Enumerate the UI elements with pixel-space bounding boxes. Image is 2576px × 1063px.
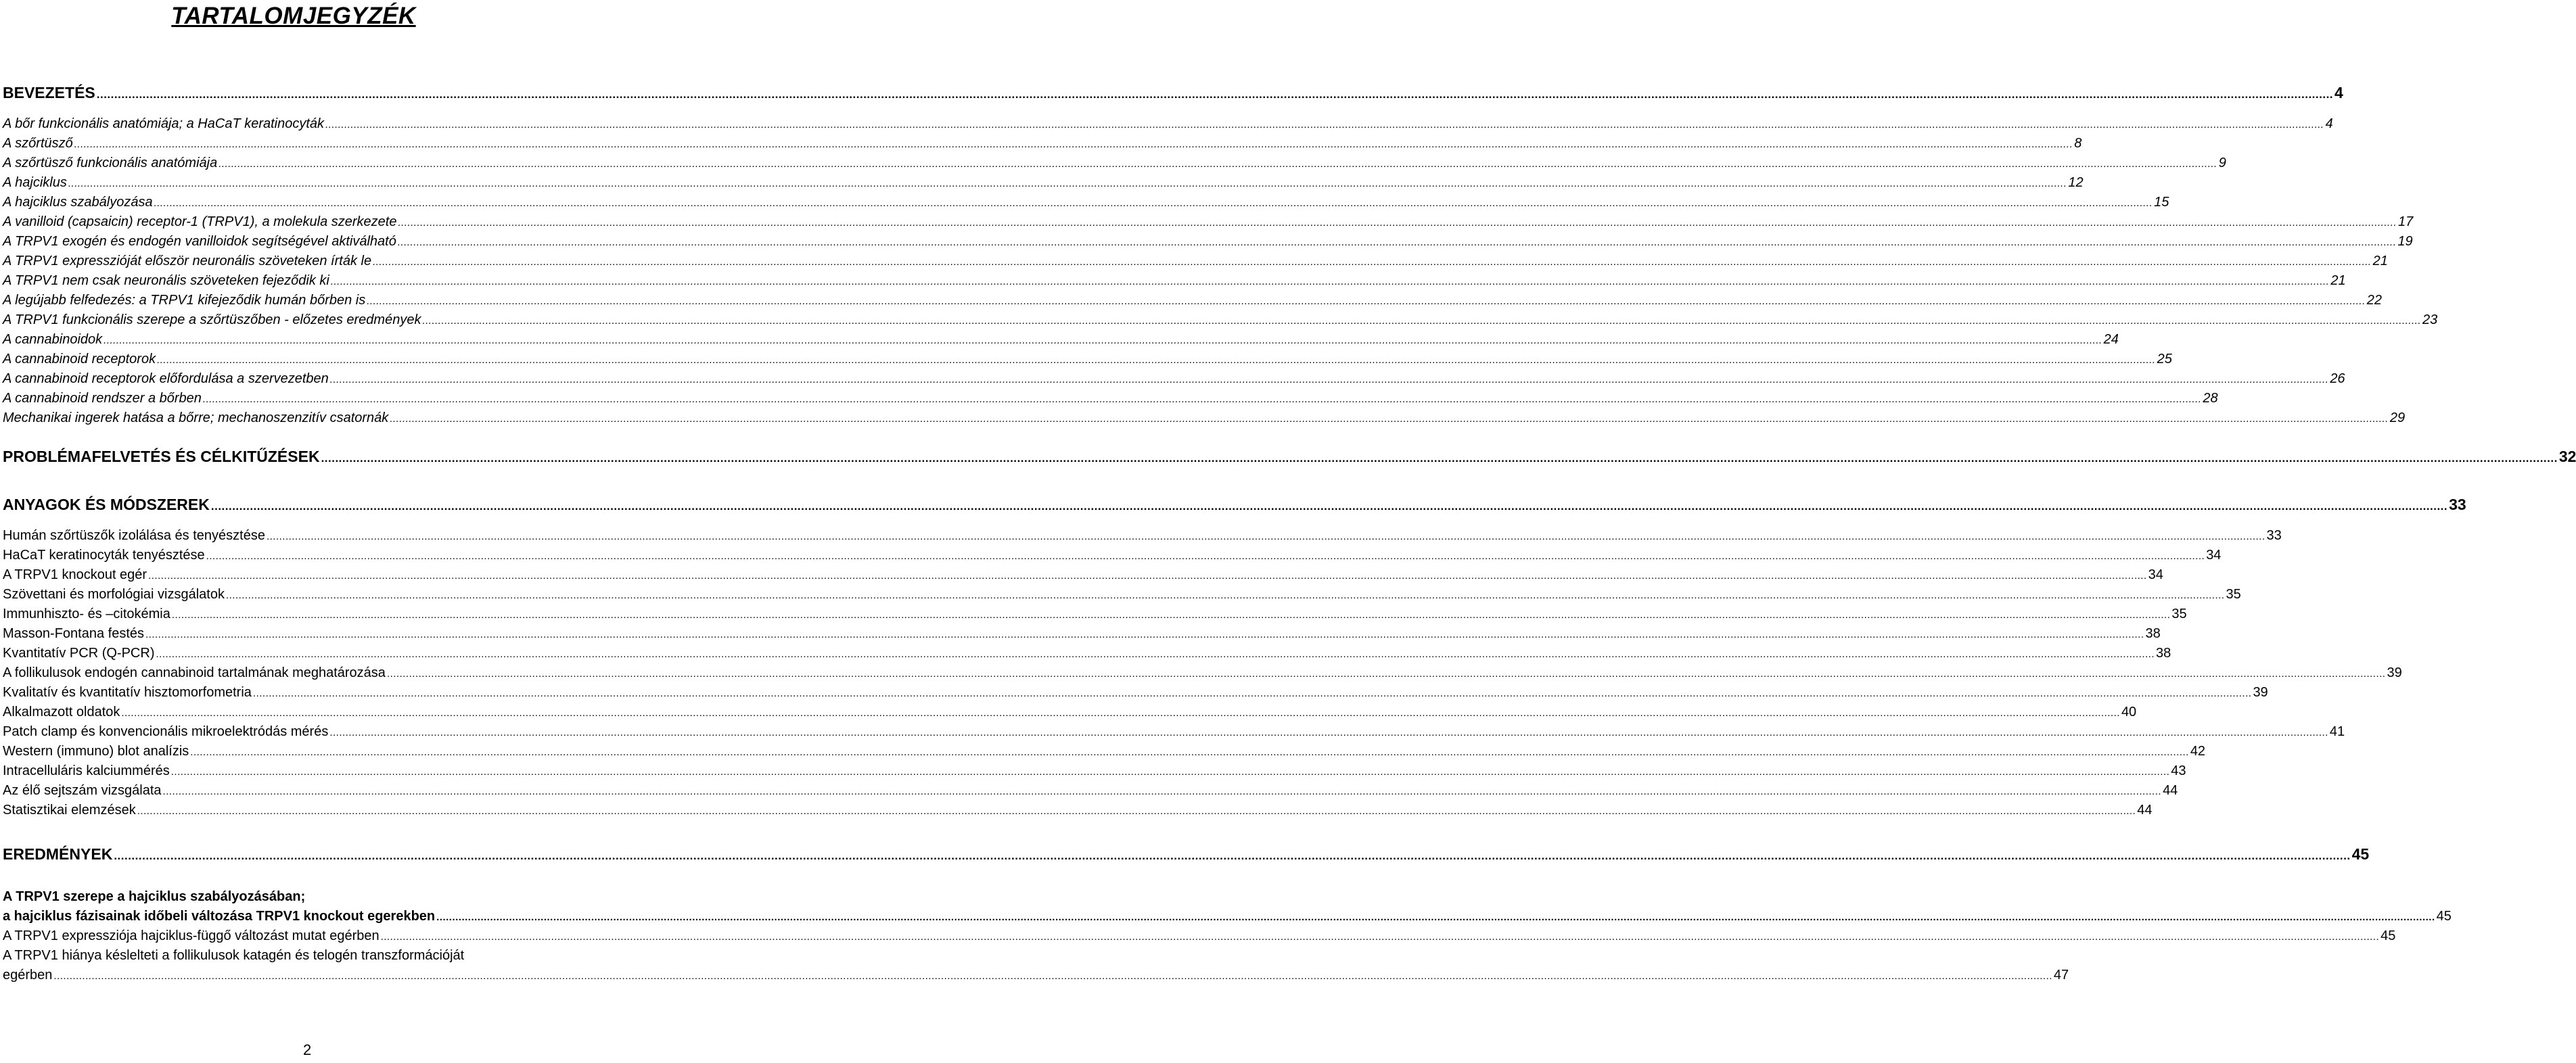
toc-leader-dots <box>329 727 2328 738</box>
toc-entry[interactable] <box>3 968 2069 983</box>
toc-entry-label: A TRPV1 exogén és endogén vanilloidok segítségével aktiválható <box>3 234 396 249</box>
toc-entry-label: a hajciklus fázisainak időbeli változása TRPV1 knockout egerekben <box>3 909 436 924</box>
toc-entry[interactable] <box>3 548 2222 563</box>
toc-entry-page: 21 <box>2330 273 2346 288</box>
toc-leader-dots <box>114 849 2350 863</box>
toc-leader-dots <box>267 531 2266 542</box>
toc-entry-page: 33 <box>2449 496 2466 513</box>
toc-entry-label: A TRPV1 expresszióját először neuronális szöveteken írták le <box>3 254 372 268</box>
toc-leader-dots <box>367 296 2366 307</box>
toc-entry-page: 29 <box>2389 410 2406 425</box>
toc-entry-label: A legújabb felfedezés: a TRPV1 kifejeződik humán bőrben is <box>3 293 366 308</box>
toc-entry[interactable] <box>3 293 2383 308</box>
toc-entry-page: 19 <box>2397 234 2413 249</box>
toc-entry-label: A szőrtüsző funkcionális anatómiája <box>3 156 218 170</box>
toc-entry-label: Kvantitatív PCR (Q-PCR) <box>3 646 155 661</box>
toc-entry-label: A TRPV1 nem csak neuronális szöveteken fejeződik ki <box>3 273 329 288</box>
toc-leader-dots <box>321 452 2558 465</box>
toc-entry[interactable] <box>3 352 2172 367</box>
toc-entry-label: Szövettani és morfológiai vizsgálatok <box>3 587 225 602</box>
toc-leader-dots <box>325 119 2324 131</box>
toc-entry-page: 22 <box>2366 293 2383 308</box>
toc-leader-dots <box>97 88 2333 101</box>
page-number: 2 <box>303 1041 312 1058</box>
toc-entry[interactable] <box>3 665 2402 681</box>
toc-entry[interactable] <box>3 845 2370 864</box>
toc-entry[interactable] <box>3 175 2084 191</box>
page-title: TARTALOMJEGYZÉK <box>171 3 416 29</box>
toc-entry-page: 4 <box>2325 116 2333 131</box>
toc-entry-label: A follikulusok endogén cannabinoid tartalmának meghatározása <box>3 665 386 680</box>
toc-leader-dots <box>330 374 2329 385</box>
toc-entry-label: Statisztikai elemzések <box>3 803 136 818</box>
toc-entry-label: BEVEZETÉS <box>3 84 95 101</box>
toc-entry[interactable] <box>3 84 2343 102</box>
toc-leader-dots <box>190 747 2189 758</box>
toc-entry-label: A cannabinoid receptorok <box>3 352 156 367</box>
toc-entry-page: 43 <box>2171 763 2186 778</box>
toc-entry-page: 44 <box>2137 803 2153 818</box>
toc-leader-dots <box>390 413 2389 425</box>
toc-leader-dots <box>226 590 2225 601</box>
toc-entry[interactable] <box>3 763 2186 779</box>
toc-entry[interactable] <box>3 116 2333 132</box>
toc-entry-page: 47 <box>2053 968 2069 983</box>
toc-leader-dots <box>398 237 2397 248</box>
toc-entry[interactable] <box>3 273 2346 289</box>
toc-entry[interactable] <box>3 391 2218 406</box>
toc-entry[interactable] <box>3 724 2345 740</box>
toc-entry-page: 9 <box>2218 156 2226 170</box>
toc-entry-page: 45 <box>2351 845 2370 863</box>
toc-entry-label: A cannabinoid receptorok előfordulása a szervezetben <box>3 371 329 386</box>
toc-entry[interactable] <box>3 214 2414 230</box>
toc-entry-label: A cannabinoidok <box>3 332 103 347</box>
toc-leader-dots <box>68 178 2067 189</box>
toc-entry-label: PROBLÉMAFELVETÉS ÉS CÉLKITŰZÉSEK <box>3 448 320 465</box>
toc-entry[interactable] <box>3 744 2206 759</box>
toc-entry-label: A vanilloid (capsaicin) receptor-1 (TRPV1), a molekula szerkezete <box>3 214 397 229</box>
toc-leader-dots <box>157 354 2156 366</box>
toc-entry[interactable] <box>3 567 2163 583</box>
toc-leader-dots <box>172 609 2171 621</box>
toc-leader-dots <box>156 648 2155 660</box>
toc-entry-label: A TRPV1 szerepe a hajciklus szabályozásában; <box>3 889 306 904</box>
toc-entry[interactable] <box>3 889 648 905</box>
toc-entry[interactable] <box>3 646 2171 661</box>
toc-leader-dots <box>203 394 2202 405</box>
toc-entry-page: 25 <box>2157 352 2172 367</box>
toc-entry-label: A TRPV1 expressziója hajciklus-függő változást mutat egérben <box>3 928 380 943</box>
toc-entry-label: A TRPV1 funkcionális szerepe a szőrtüszőben - előzetes eredmények <box>3 312 421 327</box>
toc-entry[interactable] <box>3 332 2119 348</box>
toc-entry-label: Mechanikai ingerek hatása a bőrre; mechanoszenzitív csatornák <box>3 410 389 425</box>
toc-entry[interactable] <box>3 156 2226 171</box>
toc-entry-label: A hajciklus <box>3 175 67 190</box>
toc-entry-page: 21 <box>2372 254 2388 268</box>
toc-entry-page: 23 <box>2422 312 2438 327</box>
toc-entry[interactable] <box>3 587 2241 603</box>
toc-entry-page: 32 <box>2558 448 2576 465</box>
toc-entry-label: Kvalitatív és kvantitatív hisztomorfometria <box>3 685 252 700</box>
toc-entry-label: Intracelluláris kalciummérés <box>3 763 170 778</box>
toc-leader-dots <box>387 668 2386 680</box>
toc-leader-dots <box>218 158 2217 170</box>
toc-entry[interactable] <box>3 410 2406 426</box>
toc-leader-dots <box>331 276 2330 287</box>
toc-entry-page: 39 <box>2253 685 2268 700</box>
toc-entry-page: 39 <box>2387 665 2402 680</box>
toc-entry-label: A szőrtüsző <box>3 136 73 151</box>
toc-leader-dots <box>381 931 2380 943</box>
toc-entry-page: 45 <box>2380 928 2396 943</box>
toc-entry-label: EREDMÉNYEK <box>3 845 113 863</box>
toc-entry[interactable] <box>3 928 2396 944</box>
toc-entry-label: Alkalmazott oldatok <box>3 705 120 719</box>
toc-leader-dots <box>53 970 2052 982</box>
toc-entry[interactable] <box>3 783 2178 799</box>
toc-entry[interactable] <box>3 685 2268 701</box>
toc-entry[interactable] <box>3 909 2452 924</box>
toc-entry-page: 28 <box>2203 391 2218 406</box>
toc-leader-dots <box>74 139 2073 150</box>
toc-entry[interactable] <box>3 371 2345 387</box>
toc-entry[interactable] <box>3 626 2161 642</box>
toc-leader-dots <box>137 805 2136 817</box>
toc-entry-page: 4 <box>2334 84 2343 101</box>
toc-leader-dots <box>422 315 2421 327</box>
toc-leader-dots <box>436 912 2435 923</box>
toc-entry-page: 24 <box>2103 332 2119 347</box>
toc-entry[interactable] <box>3 234 2413 250</box>
toc-entry-page: 12 <box>2068 175 2084 190</box>
toc-entry-page: 34 <box>2148 567 2163 582</box>
toc-entry-page: 26 <box>2330 371 2345 386</box>
toc-entry-label: Patch clamp és konvencionális mikroelektródás mérés <box>3 724 329 739</box>
toc-entry-label: Humán szőrtüszők izolálása és tenyésztése <box>3 528 265 543</box>
toc-entry[interactable] <box>3 948 648 964</box>
toc-entry-label: Immunhiszto- és –citokémia <box>3 607 170 621</box>
toc-entry-label: A TRPV1 knockout egér <box>3 567 147 582</box>
toc-leader-dots <box>206 550 2205 562</box>
toc-entry[interactable] <box>3 528 2282 544</box>
toc-entry-page: 41 <box>2329 724 2345 739</box>
toc-leader-dots <box>171 766 2170 778</box>
toc-leader-dots <box>145 629 2144 640</box>
toc-entry[interactable] <box>3 705 2137 720</box>
toc-leader-dots <box>398 217 2397 229</box>
toc-leader-dots <box>148 570 2147 582</box>
toc-entry-label: ANYAGOK ÉS MÓDSZEREK <box>3 496 210 513</box>
toc-leader-dots <box>163 786 2162 797</box>
toc-entry[interactable] <box>3 803 2153 818</box>
toc-entry-label: A cannabinoid rendszer a bőrben <box>3 391 202 406</box>
toc-entry-label: egérben <box>3 968 53 983</box>
toc-leader-dots <box>211 500 2447 513</box>
toc-entry-page: 38 <box>2145 626 2161 641</box>
toc-entry-page: 42 <box>2190 744 2206 759</box>
toc-entry[interactable] <box>3 254 2388 269</box>
toc-entry[interactable] <box>3 312 2438 328</box>
toc-entry-page: 45 <box>2436 909 2452 924</box>
toc-entry-page: 17 <box>2397 214 2414 229</box>
toc-entry-page: 44 <box>2163 783 2178 798</box>
toc-leader-dots <box>373 256 2372 268</box>
toc-entry-page: 15 <box>2154 195 2169 210</box>
toc-entry-label: A TRPV1 hiánya késlelteti a follikulusok katagén és telogén transzformációját <box>3 948 465 963</box>
toc-entry-label: A hajciklus szabályozása <box>3 195 153 210</box>
toc-entry-label: HaCaT keratinocyták tenyésztése <box>3 548 205 563</box>
toc-leader-dots <box>154 197 2153 209</box>
toc-leader-dots <box>253 688 2252 699</box>
toc-entry-label: Masson-Fontana festés <box>3 626 144 641</box>
toc-entry[interactable] <box>3 496 2466 514</box>
toc-entry-page: 34 <box>2206 548 2222 563</box>
toc-entry-page: 8 <box>2074 136 2082 151</box>
toc-leader-dots <box>121 707 2120 719</box>
toc-entry-page: 35 <box>2171 607 2187 621</box>
toc-entry-label: A bőr funkcionális anatómiája; a HaCaT keratinocyták <box>3 116 325 131</box>
toc-entry[interactable] <box>3 195 2169 210</box>
toc-entry-label: Az élő sejtszám vizsgálata <box>3 783 162 798</box>
toc-entry-page: 40 <box>2121 705 2137 719</box>
toc-entry[interactable] <box>3 607 2187 622</box>
toc-leader-dots <box>104 335 2102 346</box>
toc-entry-page: 35 <box>2226 587 2241 602</box>
toc-entry-page: 33 <box>2266 528 2282 543</box>
toc-entry[interactable] <box>3 448 2576 466</box>
toc-entry-page: 38 <box>2156 646 2171 661</box>
toc-entry[interactable] <box>3 136 2082 151</box>
toc-entry-label: Western (immuno) blot analízis <box>3 744 189 759</box>
